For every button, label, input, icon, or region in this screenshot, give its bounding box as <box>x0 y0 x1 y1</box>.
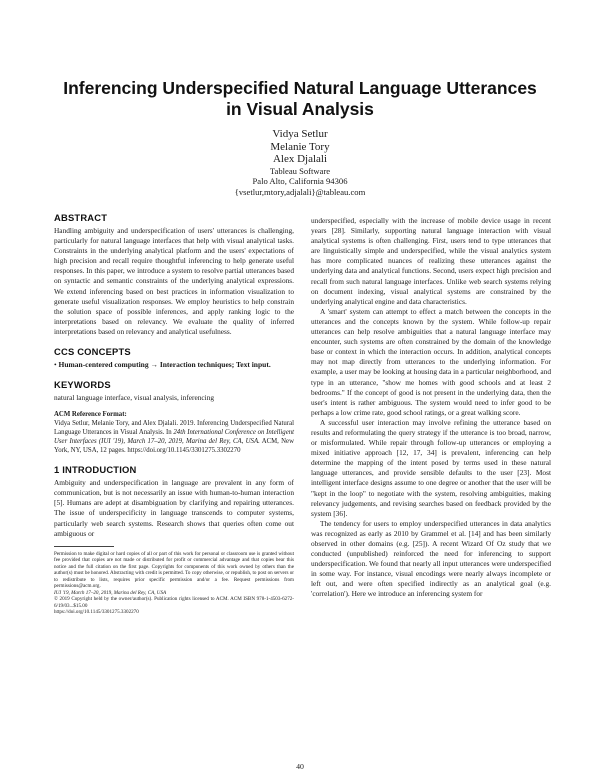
paragraph: underspecified, especially with the increase of mobile device usage in recent years [28]. Similarly, supporting natural language interaction with visual analytical systems is often challenging. First, users tend to type utterances that are linguistically simple and underspecified, while the visual analytics system has more complicated nuances of realizing these utterances against the underlying data and analytical functions. Second, users expect high precision and recall from such natural language interfaces. Unlike web search systems relying on document indexing, visual analytical systems are constrained by the underlying analytical engine and data characteristics. <box>311 216 551 306</box>
copyright-notice: © 2019 Copyright held by the owner/author(s). Publication rights licensed to ACM. ACM ISBN 978-1-4503-6272-6/19/03...$15.00 <box>54 596 294 609</box>
affiliation-location: Palo Alto, California 94306 <box>252 176 348 186</box>
paragraph: The tendency for users to employ underspecified utterances in data analytics was recognized as early as 2010 by Grammel et al. [14] and has been similarly observed in other domains (e.g. [25]). A recent Wizard Of Oz study that we conducted (unpublished) reinforced the need for inferencing to support underspecification. We found that nearly all input utterances were underspecified in some way. For instance, visual encodings were nearly always incomplete or left out, and were often specified indirectly as an analytical goal (e.g. 'correlation'). Here we introduce an inferencing system for <box>311 518 551 599</box>
keywords-heading: KEYWORDS <box>54 379 111 391</box>
abstract-text: Handling ambiguity and underspecification of users' utterances is challenging, particularly for natural language interfaces that help with visual analytical tasks. Constraints in the underlying analytical platform and the users' expectations of high precision and recall require thoughtful inferencing to help generate useful responses. In this paper, we introduce a system to resolve partial utterances based on syntactic and semantic constraints of the underlying analytical expressions. We extend inferencing based on best practices in information visualization to generate useful visualization responses. We employ heuristics to help constrain the solution space of possible inferences, and apply ranking logic to the interpretations based on relevancy. We evaluate the quality of inferred interpretations based on relevancy and analytical usefulness. <box>54 226 294 336</box>
author-name: Alex Djalali <box>272 153 328 165</box>
conference-venue: IUI '19, March 17–20, 2019, Marina del Rey, CA, USA <box>54 589 167 596</box>
paragraph: A successful user interaction may involve refining the utterance based on results and reformulating the query strategy if the utterance is too broad, narrow, or misformulated. While repair through follow-up utterances or employing a mixed initiative approach [12, 17, 34] is prevalent, inferencing can help determine the mapping of the intent posed by terms used in these natural language utterances, and provide sensible defaults to the user [23]. Most intelligent interface designs assume to one degree or another that the user will be "kept in the loop" to negotiate with the system, resolving ambiguities, making relevancy judgements, and revising searches based on feedback provided by the system [36]. <box>311 417 551 518</box>
ccs-bullet: • <box>54 360 57 370</box>
permission-notice: Permission to make digital or hard copies of all or part of this work for personal or classroom use is granted without fee provided that copies are not made or distributed for profit or commercial advantage and that copies bear this notice and the full citation on the first page. Copyrights for components of this work owned by others than the author(s) must be honored. Abstracting with credit is permitted. To copy otherwise, or republish, to post on servers or to redistribute to lists, requires prior specific permission and/or a fee. Request permissions from permissions@acm.org. <box>54 550 294 590</box>
ccs-primary: Human-centered computing <box>58 360 149 370</box>
section-heading-introduction: 1 INTRODUCTION <box>54 464 137 476</box>
acm-reference-text: Vidya Setlur, Melanie Tory, and Alex Djalali. 2019. Inferencing Underspecified Natural Language Utterances in Visual Analysis. In 24th International Conference on Intelligent User Interfaces (IUI '19), March 17–20, 2019, Marina del Rey, CA, USA. ACM, New York, NY, USA, 12 pages. https://doi.org/10.1145/3301275.3302270 <box>54 420 295 455</box>
author-block <box>150 128 450 197</box>
doi-link[interactable]: https://doi.org/10.1145/3301275.3302270 <box>54 609 139 616</box>
acm-reference-doi[interactable]: ACM, New York, NY, USA, 12 pages. https://doi.org/10.1145/3301275.3302270 <box>54 438 294 455</box>
intro-text: Ambiguity and underspecification in language are prevalent in any form of communication, but is not necessarily an issue with human-to-human interaction [5]. Humans are adept at disambiguation by clarifying and repairing utterances. The issue of underspecificity in language transcends to computer systems, particularly web search systems. Research shows that queries often come out ambiguous or <box>54 478 294 538</box>
page-number: 40 <box>296 762 304 771</box>
paper-title: Inferencing Underspecified Natural Language Utterances in Visual Analysis <box>63 78 537 119</box>
arrow-icon: → <box>150 360 158 370</box>
author-name: Vidya Setlur <box>272 128 328 140</box>
paragraph: A 'smart' system can attempt to effect a match between the concepts in the utterances and the concepts known by the system. While follow-up repair utterances can help resolve ambiguities that a natural language interface may encounter, such systems are often constrained by the domain of the knowledge base or context in which the interaction occurs. In addition, analytical concepts may not map directly from utterances to the underlying information. For example, a user may be looking at housing data in a particular neighborhood, and type in an utterance, "show me homes with good schools and at least 2 bedrooms." If the concept of good is not present in the underlying data, then the user's intent is rather ambiguous. The system would need to infer good to be perhaps a low crime rate, good school ratings, or a great walking score. <box>311 306 551 417</box>
right-column <box>311 216 551 600</box>
ccs-heading: CCS CONCEPTS <box>54 346 131 358</box>
ccs-concepts <box>54 360 294 370</box>
author-email: {vsetlur,mtory,adjalali}@tableau.com <box>234 186 366 197</box>
footnote-divider <box>54 546 114 547</box>
keywords-text: natural language interface, visual analysis, inferencing <box>54 393 215 403</box>
affiliation-org: Tableau Software <box>269 165 331 176</box>
acm-reference-venue: 24th International Conference on Intelligent User Interfaces (IUI '19), March 17–20, 2019, Marina del Rey, CA, USA. <box>54 429 295 446</box>
abstract-heading: ABSTRACT <box>54 212 108 223</box>
acm-reference-label: ACM Reference Format: <box>54 411 127 419</box>
author-name: Melanie Tory <box>270 140 330 153</box>
left-column <box>54 212 294 616</box>
ccs-secondary: Interaction techniques; Text input. <box>159 360 271 370</box>
